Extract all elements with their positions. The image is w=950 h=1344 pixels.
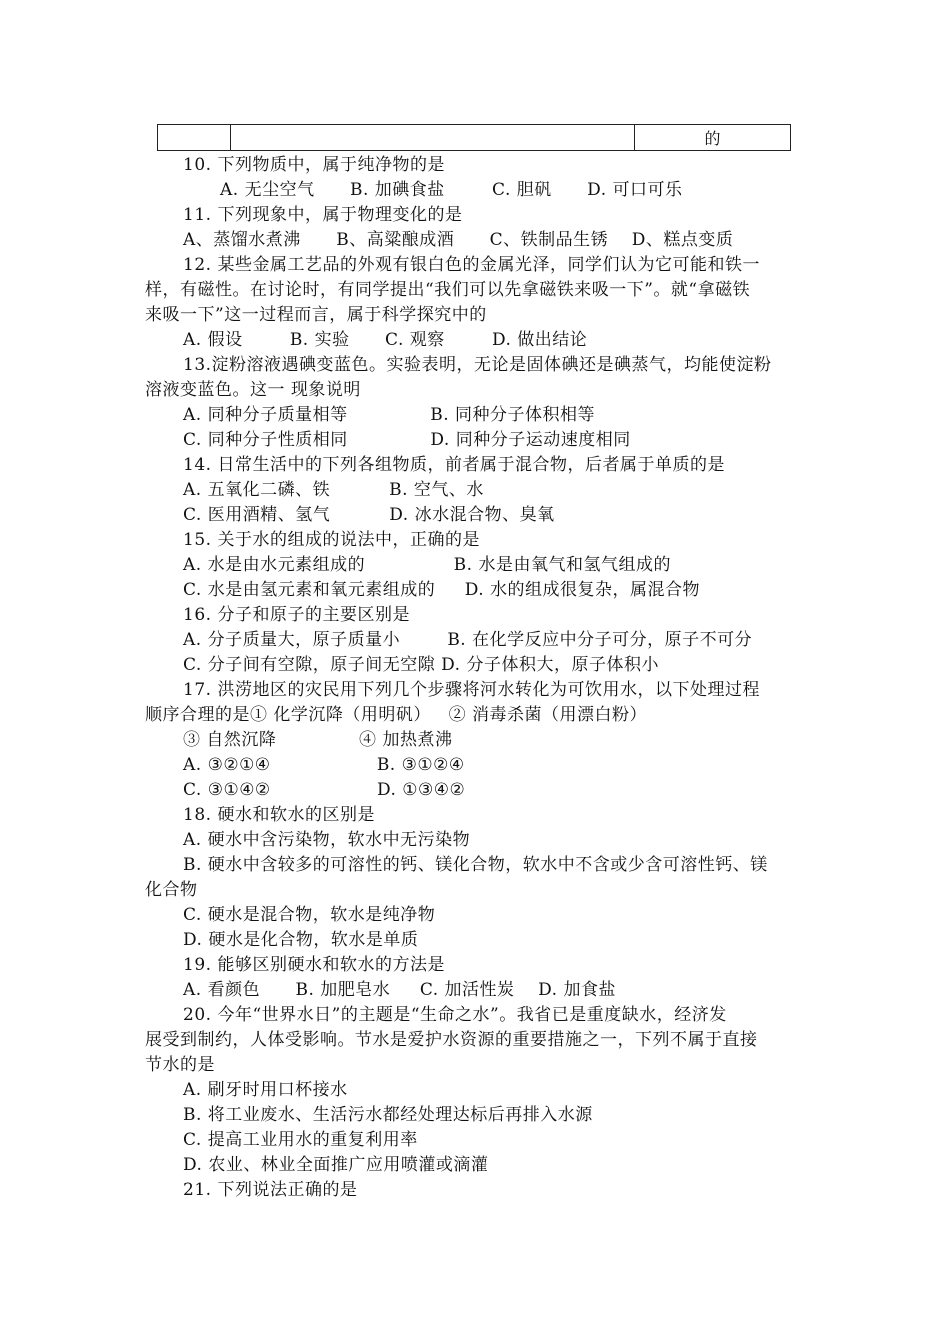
options-15-ab: A. 水是由水元素组成的 B. 水是由氧气和氢气组成的: [183, 555, 671, 575]
option-18-b-cont: 化合物: [145, 880, 198, 900]
option-18-a: A. 硬水中含污染物，软水中无污染物: [183, 830, 471, 850]
question-16: 16. 分子和原子的主要区别是: [183, 605, 410, 625]
option-18-c: C. 硬水是混合物，软水是纯净物: [183, 905, 436, 925]
options-13-ab: A. 同种分子质量相等 B. 同种分子体积相等: [183, 405, 596, 425]
question-17-cont: 顺序合理的是① 化学沉降（用明矾） ② 消毒杀菌（用漂白粉）: [145, 705, 648, 725]
question-12: 12. 某些金属工艺品的外观有银白色的金属光泽，同学们认为它可能和铁一: [183, 255, 760, 275]
question-15: 15. 关于水的组成的说法中，正确的是: [183, 530, 480, 550]
options-16-cd: C. 分子间有空隙，原子间无空隙 D. 分子体积大，原子体积小: [183, 655, 659, 675]
question-10: 10. 下列物质中，属于纯净物的是: [183, 155, 445, 175]
option-20-b: B. 将工业废水、生活污水都经处理达标后再排入水源: [183, 1105, 593, 1125]
options-17-ab: A. ③②①④ B. ③①②④: [183, 755, 465, 775]
option-20-a: A. 刷牙时用口杯接水: [183, 1080, 348, 1100]
options-11: A、蒸馏水煮沸 B、高粱酿成酒 C、铁制品生锈 D、糕点变质: [183, 230, 734, 250]
table-row: [158, 125, 791, 151]
options-13-cd: C. 同种分子性质相同 D. 同种分子运动速度相同: [183, 430, 631, 450]
option-18-d: D. 硬水是化合物，软水是单质: [183, 930, 419, 950]
question-14: 14. 日常生活中的下列各组物质，前者属于混合物，后者属于单质的是: [183, 455, 725, 475]
table-cell: [231, 125, 635, 151]
table-cell: [158, 125, 231, 151]
options-14-cd: C. 医用酒精、氢气 D. 冰水混合物、臭氧: [183, 505, 555, 525]
question-12-cont: 来吸一下”这一过程而言，属于科学探究中的: [145, 305, 487, 325]
question-12-cont: 样，有磁性。在讨论时，有同学提出“我们可以先拿磁铁来吸一下”。就“拿磁铁: [145, 280, 751, 300]
question-18: 18. 硬水和软水的区别是: [183, 805, 375, 825]
question-20-cont: 展受到制约，人体受影响。节水是爱护水资源的重要措施之一，下列不属于直接: [145, 1030, 758, 1050]
options-16-ab: A. 分子质量大，原子质量小 B. 在化学反应中分子可分，原子不可分: [183, 630, 753, 650]
options-17-cd: C. ③①④② D. ①③④②: [183, 780, 466, 800]
option-20-d: D. 农业、林业全面推广应用喷灌或滴灌: [183, 1155, 489, 1175]
question-13-cont: 溶液变蓝色。这一 现象说明: [145, 380, 361, 400]
options-14-ab: A. 五氧化二磷、铁 B. 空气、水: [183, 480, 484, 500]
question-19: 19. 能够区别硬水和软水的方法是: [183, 955, 445, 975]
question-20: 20. 今年“世界水日”的主题是“生命之水”。我省已是重度缺水，经济发: [183, 1005, 727, 1025]
header-table-fragment: [157, 124, 791, 151]
option-18-b: B. 硬水中含较多的可溶性的钙、镁化合物，软水中不含或少含可溶性钙、镁: [183, 855, 768, 875]
option-20-c: C. 提高工业用水的重复利用率: [183, 1130, 418, 1150]
question-11: 11. 下列现象中，属于物理变化的是: [183, 205, 463, 225]
options-19: A. 看颜色 B. 加肥皂水 C. 加活性炭 D. 加食盐: [183, 980, 616, 1000]
table-cell: 的: [635, 125, 791, 151]
question-21: 21. 下列说法正确的是: [183, 1180, 358, 1200]
question-17: 17. 洪涝地区的灾民用下列几个步骤将河水转化为可饮用水，以下处理过程: [183, 680, 760, 700]
question-17-steps: ③ 自然沉降 ④ 加热煮沸: [183, 730, 453, 750]
question-13: 13.淀粉溶液遇碘变蓝色。实验表明，无论是固体碘还是碘蒸气，均能使淀粉: [183, 355, 772, 375]
options-10: A. 无尘空气 B. 加碘食盐 C. 胆矾 D. 可口可乐: [220, 180, 683, 200]
question-20-cont: 节水的是: [145, 1055, 215, 1075]
options-15-cd: C. 水是由氢元素和氧元素组成的 D. 水的组成很复杂，属混合物: [183, 580, 701, 600]
options-12: A. 假设 B. 实验 C. 观察 D. 做出结论: [183, 330, 588, 350]
